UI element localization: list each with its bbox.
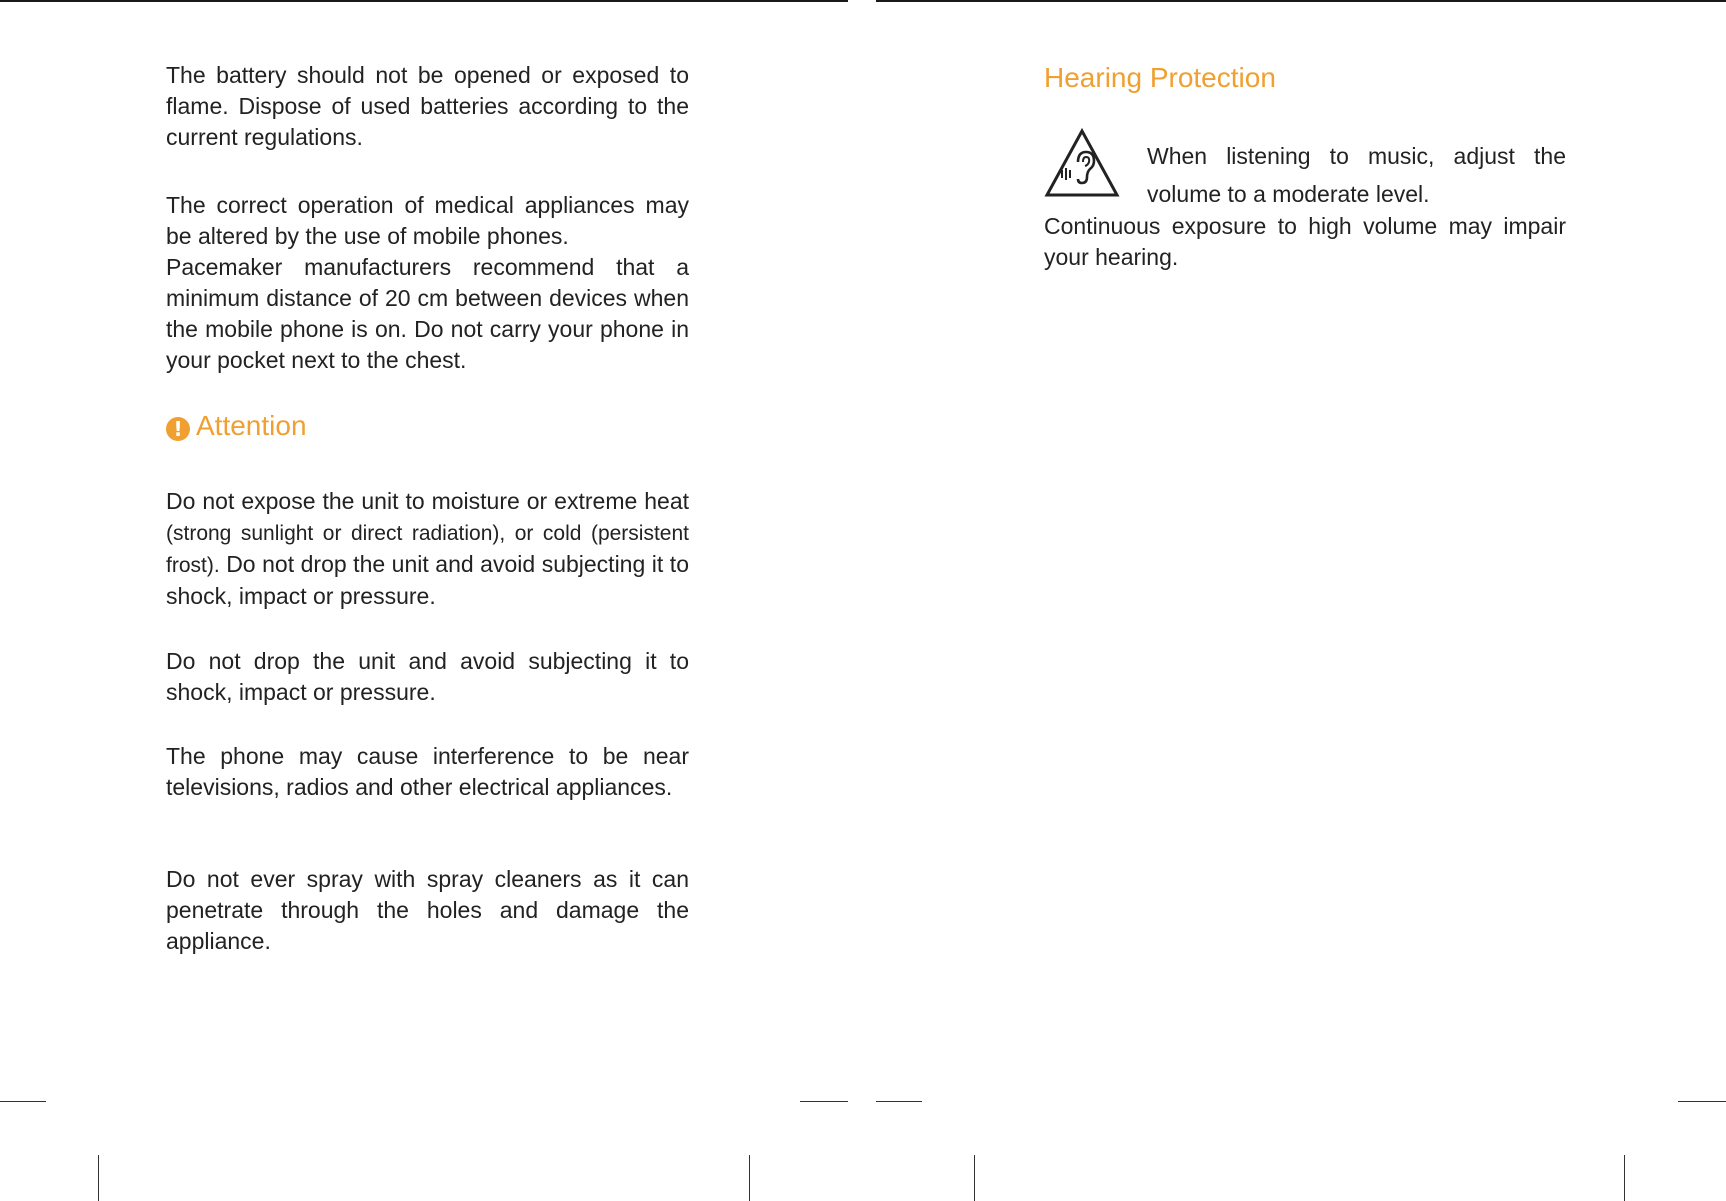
moisture-paragraph (166, 486, 689, 612)
attention-title: Attention (196, 410, 307, 441)
crop-mark (800, 1101, 848, 1102)
medical-paragraph-1: The correct operation of medical appliances may be altered by the use of mobile phones. (166, 192, 689, 249)
crop-mark (749, 1155, 750, 1201)
hearing-protection-title: Hearing Protection (1044, 62, 1276, 93)
top-rule-left (0, 0, 848, 2)
hearing-warning-icon (1044, 128, 1120, 200)
hearing-continuation: Continuous exposure to high volume may impair your hearing. (1044, 213, 1566, 270)
moisture-text-start: Do not expose the unit to moisture or extreme heat (166, 488, 689, 514)
crop-mark (98, 1155, 99, 1201)
medical-section (166, 190, 689, 376)
hearing-line-2: volume to a moderate level. (1147, 181, 1430, 207)
moisture-text-paren: (strong sunlight or direct radiation), or cold (persistent frost). (166, 522, 689, 577)
attention-heading (166, 410, 307, 442)
top-rule-right (876, 0, 1726, 2)
medical-paragraph-2: Pacemaker manufacturers recommend that a minimum distance of 20 cm between devices when the mobile phone is on. Do not carry your phone in your pocket next to the chest. (166, 254, 689, 373)
battery-paragraph: The battery should not be opened or exposed to flame. Dispose of used batteries according to the current regulations. (166, 62, 689, 150)
hearing-line-1: When listening to music, adjust the (1147, 143, 1566, 169)
crop-mark (974, 1155, 975, 1201)
crop-mark (1678, 1101, 1726, 1102)
spray-paragraph: Do not ever spray with spray cleaners as it can penetrate through the holes and damage the appliance. (166, 866, 689, 954)
drop-paragraph: Do not drop the unit and avoid subjecting it to shock, impact or pressure. (166, 648, 689, 705)
crop-mark (0, 1101, 46, 1102)
moisture-text-end: Do not drop the unit and avoid subjecting it to shock, impact or pressure. (166, 551, 689, 609)
crop-mark (1624, 1155, 1625, 1201)
interference-paragraph: The phone may cause interference to be near televisions, radios and other electrical appliances. (166, 743, 689, 800)
attention-icon: ! (166, 417, 190, 441)
crop-mark (876, 1101, 922, 1102)
